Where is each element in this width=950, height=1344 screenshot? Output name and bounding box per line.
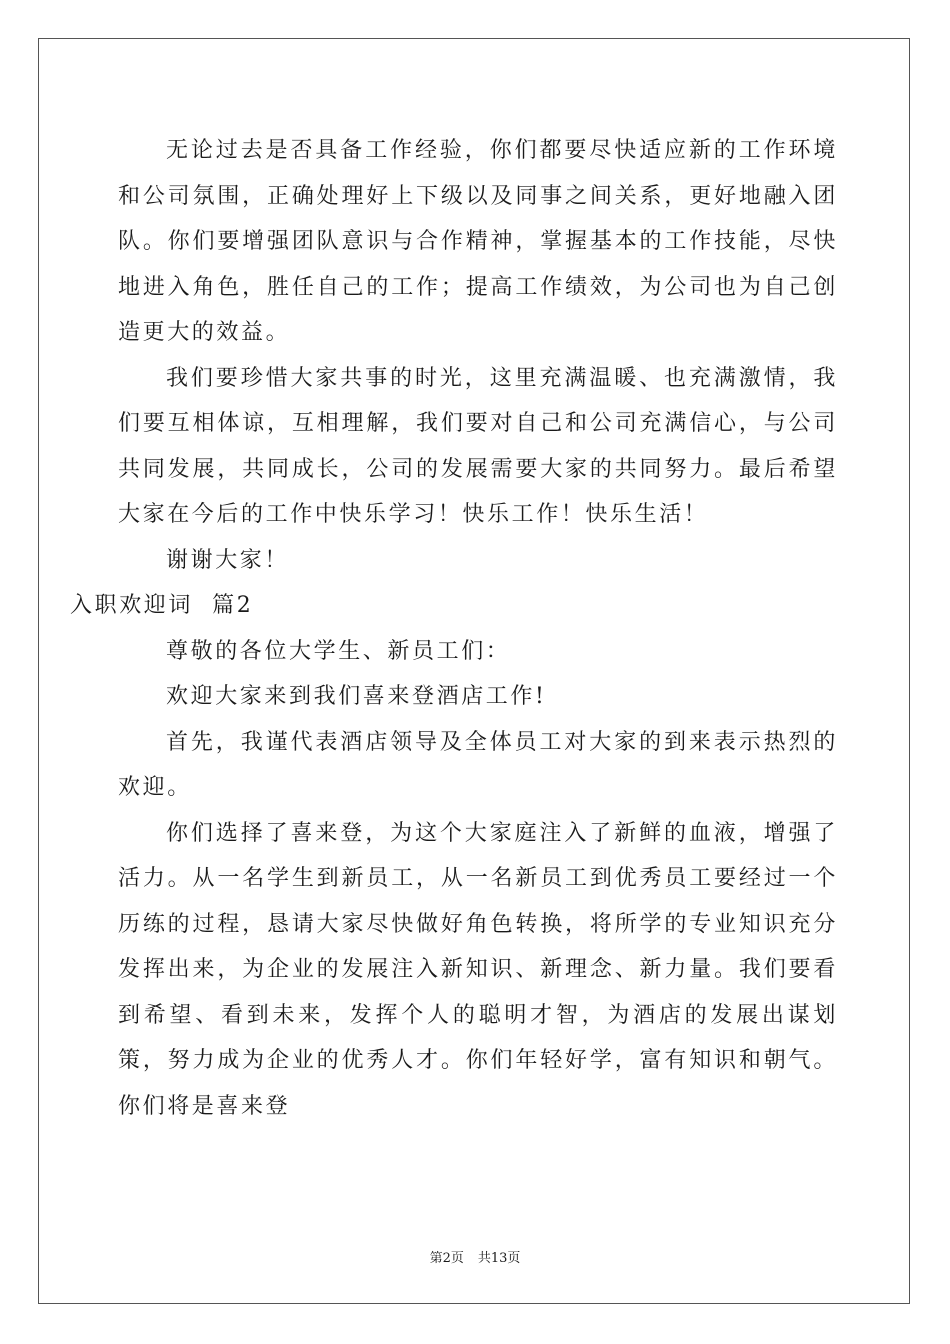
- paragraph: 尊敬的各位大学生、新员工们：: [166, 638, 511, 664]
- page-total: 共13页: [477, 1251, 521, 1266]
- paragraph: 无论过去是否具备工作经验，你们都要尽快适应新的工作环境和公司氛围，正确处理好上下级以及同事之间关系，更好地融入团队。你们要增强团队意识与合作精神，掌握基本的工作技能，尽快地进入角色，胜任自己的工作；提高工作绩效，为公司也为自己创造更大的效益。: [118, 138, 838, 345]
- paragraph: 谢谢大家！: [166, 547, 290, 573]
- paragraph: 首先，我谨代表酒店领导及全体员工对大家的到来表示热烈的欢迎。: [118, 729, 838, 800]
- page-footer: [0, 1247, 950, 1266]
- paragraph: 你们选择了喜来登，为这个大家庭注入了新鲜的血液，增强了活力。从一名学生到新员工，从一名新员工到优秀员工要经过一个历练的过程，恳请大家尽快做好角色转换，将所学的专业知识充分发挥出来，为企业的发展注入新知识、新理念、新力量。我们要看到希望、看到未来，发挥个人的聪明才智，为酒店的发展出谋划策，努力成为企业的优秀人才。你们年轻好学，富有知识和朝气。你们将是喜来登: [118, 820, 838, 1119]
- document-body: [70, 128, 838, 1129]
- paragraph: 我们要珍惜大家共事的时光，这里充满温暖、也充满激情，我们要互相体谅，互相理解，我们要对自己和公司充满信心，与公司共同发展，共同成长，公司的发展需要大家的共同努力。最后希望大家在今后的工作中快乐学习！快乐工作！快乐生活！: [118, 365, 838, 527]
- section-heading: 入职欢迎词 篇2: [70, 593, 254, 618]
- page-number: 第2页: [429, 1251, 464, 1266]
- paragraph: 欢迎大家来到我们喜来登酒店工作!: [166, 684, 547, 709]
